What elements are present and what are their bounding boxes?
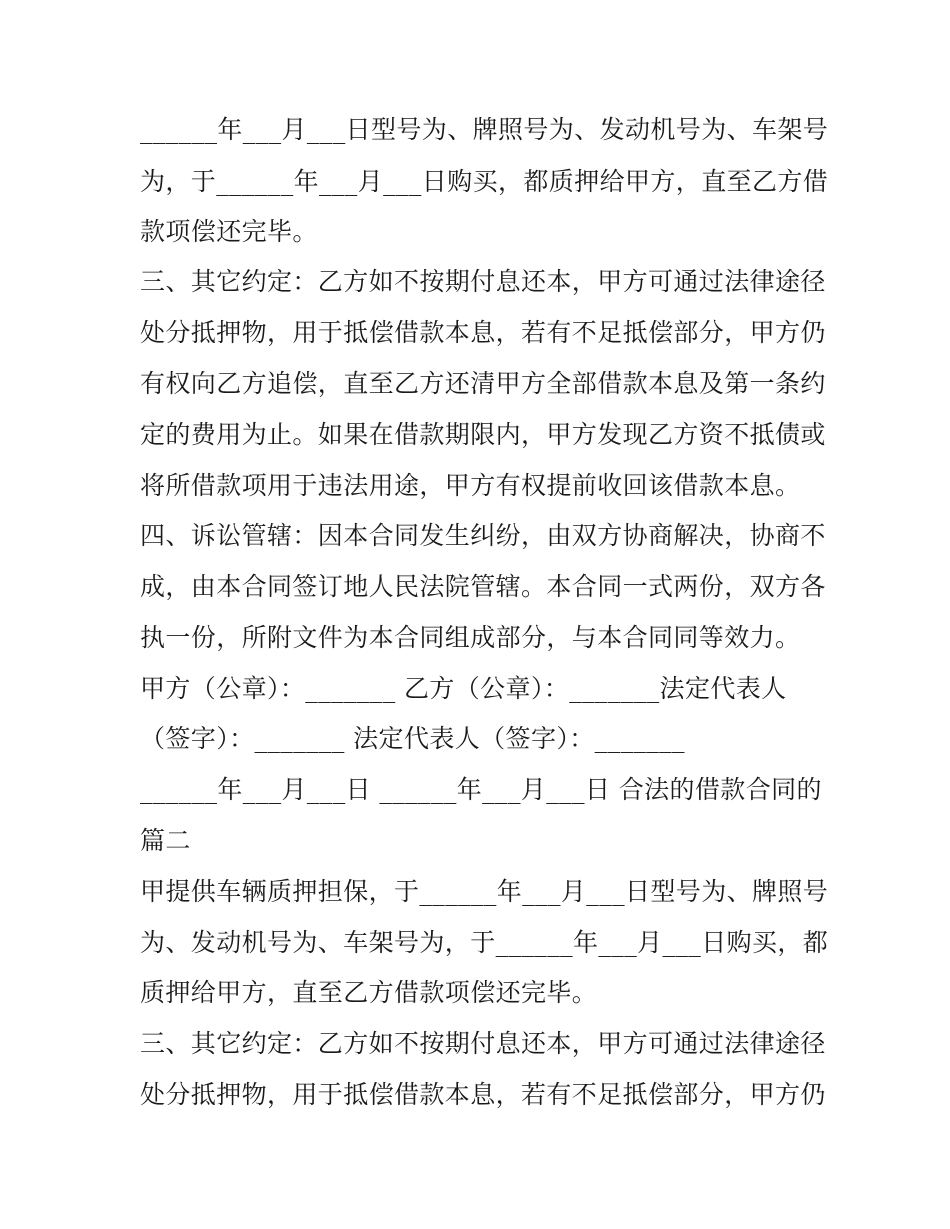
signature-line: 甲方（公章）：_______ 乙方（公章）：_______法定代表人 [140,674,787,703]
text-line: 为，于______年___月___日购买，都质押给甲方，直至乙方借 [140,167,829,196]
date-line: ______年___月___日 ______年___月___日 合法的借款合同的 [140,775,822,804]
text-line: 质押给甲方，直至乙方借款项偿还完毕。 [140,978,598,1007]
text-line: 款项偿还完毕。 [140,217,318,246]
text-line: 甲提供车辆质押担保，于______年___月___日型号为、牌照号 [140,877,829,906]
text-line: 将所借款项用于违法用途，甲方有权提前收回该借款本息。 [140,471,801,500]
text-line: ______年___月___日型号为、牌照号为、发动机号为、车架号 [140,115,829,144]
signature-line: （签字）：_______ 法定代表人（签字）：_______ [140,724,685,753]
text-line: 定的费用为止。如果在借款期限内，甲方发现乙方资不抵债或 [140,420,826,449]
text-line: 三、其它约定：乙方如不按期付息还本，甲方可通过法律途径 [140,1029,826,1058]
text-line: 执一份，所附文件为本合同组成部分，与本合同同等效力。 [140,623,801,652]
text-line: 为、发动机号为、车架号为，于______年___月___日购买，都 [140,928,829,957]
section-heading: 篇二 [140,826,191,855]
text-line: 成，由本合同签订地人民法院管辖。本合同一式两份，双方各 [140,572,826,601]
text-line: 处分抵押物，用于抵偿借款本息，若有不足抵偿部分，甲方仍 [140,1080,826,1109]
text-line: 三、其它约定：乙方如不按期付息还本，甲方可通过法律途径 [140,267,826,296]
text-line: 四、诉讼管辖：因本合同发生纠纷，由双方协商解决，协商不 [140,521,826,550]
text-line: 有权向乙方追偿，直至乙方还清甲方全部借款本息及第一条约 [140,369,826,398]
text-line: 处分抵押物，用于抵偿借款本息，若有不足抵偿部分，甲方仍 [140,318,826,347]
